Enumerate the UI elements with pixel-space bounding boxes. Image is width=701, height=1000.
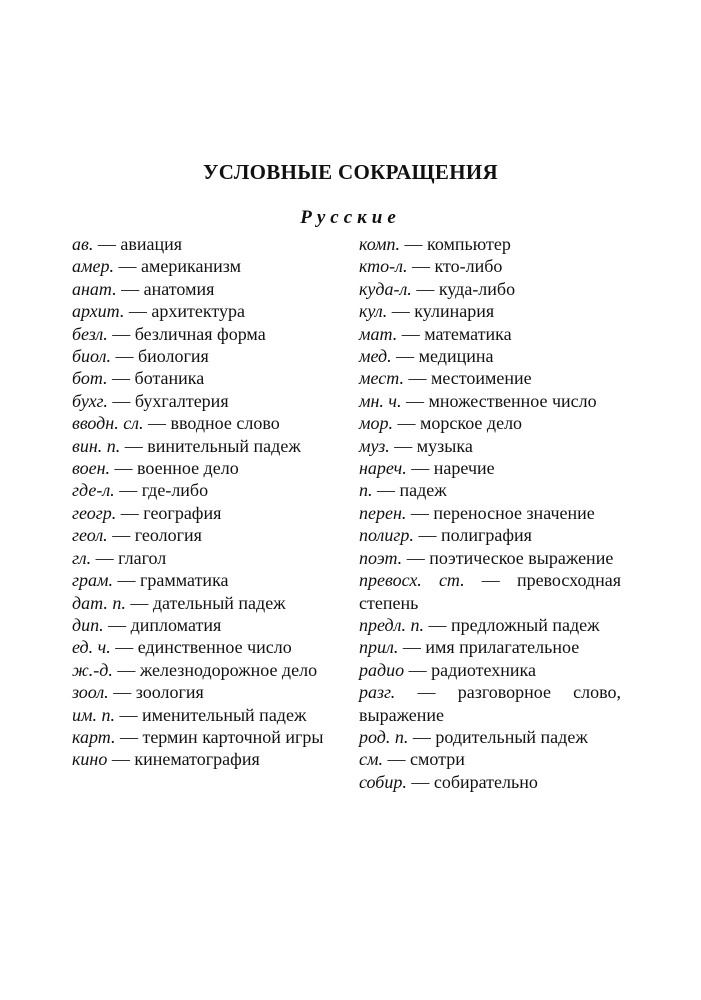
abbreviation-entry [72, 592, 324, 614]
entry-dash: — [408, 368, 427, 389]
entry-dash: — [481, 570, 500, 591]
abbreviation-term: предл. п. [359, 614, 424, 635]
abbreviation-term: геол. [72, 525, 108, 546]
entry-dash: — [411, 771, 430, 792]
abbreviation-definition: радиотехника [431, 659, 536, 680]
abbreviation-term: архит. [72, 301, 125, 322]
entry-dash: — [108, 614, 127, 635]
abbreviation-term: гл. [72, 547, 92, 568]
abbreviation-definition: дательный падеж [152, 592, 286, 613]
abbreviation-definition: полиграфия [440, 525, 532, 546]
entry-dash: — [119, 726, 138, 747]
entry-dash: — [118, 256, 137, 277]
abbreviation-term: анат. [72, 278, 117, 299]
abbreviation-term: им. п. [72, 704, 115, 725]
entry-dash: — [115, 637, 134, 658]
abbreviation-entry [72, 233, 324, 255]
entry-dash: — [418, 525, 437, 546]
abbreviation-term: перен. [359, 502, 407, 523]
abbreviation-entry [72, 614, 324, 636]
abbreviation-entry [72, 659, 324, 681]
entry-dash: — [401, 323, 420, 344]
abbreviation-definition: дипломатия [130, 614, 222, 635]
abbreviation-term: где-л. [72, 480, 115, 501]
abbreviation-term: муз. [359, 435, 390, 456]
abbreviation-entry [72, 255, 324, 277]
abbreviation-definition: наречие [433, 458, 495, 479]
abbreviation-definition: архитектура [151, 301, 245, 322]
entry-dash: — [119, 704, 138, 725]
abbreviation-definition: падеж [399, 480, 447, 501]
abbreviation-entry [72, 704, 324, 726]
entry-dash: — [428, 614, 447, 635]
abbreviation-term: ж.-д. [72, 659, 113, 680]
abbreviation-entry [72, 300, 324, 322]
abbreviation-term: вводн. сл. [72, 413, 144, 434]
abbreviation-definition: биология [137, 346, 209, 367]
abbreviation-entry [359, 255, 621, 277]
abbreviation-definition: ботаника [134, 368, 205, 389]
abbreviation-definition: глагол [118, 547, 167, 568]
abbreviation-definition: кулинария [414, 301, 495, 322]
abbreviation-definition: вводное слово [170, 413, 280, 434]
abbreviation-term: куда-л. [359, 278, 412, 299]
abbreviation-term: мест. [359, 368, 404, 389]
abbreviation-definition: геология [134, 525, 202, 546]
entry-dash: — [97, 234, 116, 254]
abbreviation-definition: разговорное слово, выражение [359, 682, 622, 725]
abbreviation-entry [359, 748, 621, 770]
abbreviation-definition: имя прилагательное [425, 637, 580, 658]
entry-dash: — [406, 547, 425, 568]
abbreviation-term: бот. [72, 368, 108, 389]
abbreviation-term: мн. ч. [359, 390, 402, 411]
entry-dash: — [117, 659, 136, 680]
abbreviation-entry [359, 479, 621, 501]
abbreviation-entry [72, 412, 324, 434]
abbreviation-entry [72, 367, 324, 389]
entry-dash: — [406, 390, 425, 411]
entry-dash: — [408, 659, 427, 680]
abbreviation-entry [72, 479, 324, 501]
abbreviation-entry [359, 614, 621, 636]
abbreviation-entry [359, 659, 621, 681]
entry-dash: — [404, 234, 423, 254]
abbreviation-definition: музыка [416, 435, 473, 456]
abbreviation-definition: превосходная степень [359, 570, 621, 613]
entry-dash: — [391, 301, 410, 322]
abbreviation-term: нареч. [359, 458, 407, 479]
entry-dash: — [119, 480, 138, 501]
abbreviation-term: дип. [72, 614, 104, 635]
abbreviation-entry [72, 457, 324, 479]
abbreviation-term: воен. [72, 458, 110, 479]
abbreviation-entry [359, 726, 621, 748]
abbreviation-term: род. п. [359, 726, 409, 747]
entry-dash: — [120, 502, 139, 523]
abbreviation-term: зоол. [72, 682, 109, 703]
abbreviation-entry [359, 367, 621, 389]
abbreviation-entry [72, 524, 324, 546]
abbreviation-definition: зоология [135, 682, 204, 703]
abbreviation-entry [359, 681, 621, 726]
entry-dash: — [130, 592, 149, 613]
abbreviation-definition: смотри [409, 749, 465, 770]
abbreviation-definition: компьютер [427, 234, 511, 254]
abbreviation-entry [359, 547, 621, 569]
abbreviation-term: геогр. [72, 502, 117, 523]
abbreviation-entry [359, 323, 621, 345]
abbreviation-term: п. [359, 480, 373, 501]
abbreviation-term: вин. п. [72, 435, 121, 456]
entry-dash: — [377, 480, 395, 501]
abbreviation-definition: география [143, 502, 222, 523]
abbreviation-definition: где-либо [141, 480, 209, 501]
entry-dash: — [417, 682, 436, 703]
abbreviation-term: амер. [72, 256, 114, 277]
abbreviation-term: комп. [359, 234, 401, 254]
abbreviation-entry [359, 300, 621, 322]
entry-dash: — [112, 323, 131, 344]
abbreviation-term: мед. [359, 346, 392, 367]
entry-dash: — [397, 413, 416, 434]
abbreviation-definition: местоимение [430, 368, 532, 389]
abbreviation-definition: кто-либо [434, 256, 503, 277]
entry-dash: — [95, 547, 114, 568]
abbreviation-entry [359, 524, 621, 546]
abbreviation-entry [72, 323, 324, 345]
abbreviation-definition: множественное число [428, 390, 597, 411]
abbreviation-definition: военное дело [137, 458, 239, 479]
abbreviation-term: карт. [72, 726, 116, 747]
abbreviation-definition: родительный падеж [435, 726, 588, 747]
abbreviation-entry [359, 771, 621, 793]
abbreviation-definition: анатомия [143, 278, 215, 299]
abbreviation-term: биол. [72, 346, 111, 367]
abbreviation-entry [72, 345, 324, 367]
entry-dash: — [112, 390, 131, 411]
abbreviation-term: см. [359, 749, 383, 770]
abbreviation-entry [359, 345, 621, 367]
abbreviation-definition: куда-либо [438, 278, 516, 299]
abbreviation-entry [72, 726, 324, 748]
entry-dash: — [412, 256, 431, 277]
abbreviation-term: ед. ч. [72, 637, 111, 658]
entry-dash: — [396, 346, 415, 367]
page-title: УСЛОВНЫЕ СОКРАЩЕНИЯ [203, 160, 498, 184]
abbreviation-term: кто-л. [359, 256, 408, 277]
abbreviation-definition: кинематография [134, 749, 260, 770]
abbreviation-term: кул. [359, 301, 388, 322]
entry-dash: — [124, 435, 143, 456]
abbreviation-term: грам. [72, 570, 114, 591]
entry-dash: — [121, 278, 140, 299]
abbreviation-definition: переносное значение [433, 502, 595, 523]
abbreviation-definition: морское дело [420, 413, 523, 434]
entry-dash: — [402, 637, 421, 658]
abbreviation-definition: безличная форма [134, 323, 266, 344]
abbreviation-term: разг. [359, 682, 396, 703]
abbreviation-entry [359, 457, 621, 479]
abbreviation-definition: авиация [120, 234, 182, 254]
abbreviation-entry [72, 502, 324, 524]
abbreviation-list-right [359, 233, 621, 793]
abbreviation-term: превосх. ст. [359, 570, 465, 591]
entry-dash: — [394, 435, 413, 456]
abbreviation-entry [72, 390, 324, 412]
entry-dash: — [416, 278, 435, 299]
entry-dash: — [412, 726, 431, 747]
abbreviation-definition: термин карточной игры [142, 726, 324, 747]
entry-dash: — [387, 749, 406, 770]
abbreviation-term: бухг. [72, 390, 108, 411]
abbreviation-entry [72, 748, 324, 770]
abbreviation-term: поэт. [359, 547, 403, 568]
abbreviation-entry [359, 412, 621, 434]
section-title: Русские [300, 207, 401, 228]
abbreviation-entry [359, 502, 621, 524]
abbreviation-term: полигр. [359, 525, 414, 546]
abbreviation-list-left [72, 233, 324, 771]
abbreviation-entry [72, 278, 324, 300]
abbreviation-entry [72, 569, 324, 591]
abbreviation-term: мат. [359, 323, 398, 344]
abbreviation-definition: единственное число [137, 637, 292, 658]
abbreviation-definition: предложный падеж [451, 614, 600, 635]
entry-dash: — [128, 301, 147, 322]
abbreviation-definition: американизм [140, 256, 241, 277]
abbreviation-definition: грамматика [140, 570, 229, 591]
abbreviation-definition: бухгалтерия [134, 390, 229, 411]
abbreviation-term: безл. [72, 323, 108, 344]
entry-dash: — [111, 749, 130, 770]
abbreviation-term: ав. [72, 234, 94, 254]
abbreviation-definition: собирательно [433, 771, 538, 792]
abbreviation-entry [359, 435, 621, 457]
abbreviation-definition: поэтическое выражение [429, 547, 614, 568]
abbreviation-entry [359, 233, 621, 255]
abbreviation-term: собир. [359, 771, 407, 792]
abbreviation-term: радио [359, 659, 405, 680]
entry-dash: — [115, 346, 134, 367]
abbreviation-entry [72, 547, 324, 569]
abbreviation-entry [359, 390, 621, 412]
abbreviation-term: прил. [359, 637, 399, 658]
entry-dash: — [114, 458, 133, 479]
abbreviation-definition: винительный падеж [147, 435, 301, 456]
abbreviation-entry [72, 435, 324, 457]
abbreviation-entry [359, 636, 621, 658]
entry-dash: — [113, 682, 132, 703]
abbreviation-entry [359, 278, 621, 300]
abbreviation-entry [72, 681, 324, 703]
abbreviation-definition: железнодорожное дело [139, 659, 318, 680]
entry-dash: — [112, 368, 131, 389]
abbreviation-definition: именительный падеж [142, 704, 307, 725]
abbreviation-term: мор. [359, 413, 393, 434]
entry-dash: — [410, 502, 429, 523]
abbreviation-entry [359, 569, 621, 614]
abbreviation-term: кино [72, 749, 108, 770]
abbreviation-definition: математика [424, 323, 512, 344]
abbreviation-entry [72, 636, 324, 658]
abbreviation-term: дат. п. [72, 592, 126, 613]
entry-dash: — [112, 525, 131, 546]
abbreviation-definition: медицина [418, 346, 494, 367]
entry-dash: — [411, 458, 430, 479]
entry-dash: — [148, 413, 167, 434]
entry-dash: — [117, 570, 136, 591]
